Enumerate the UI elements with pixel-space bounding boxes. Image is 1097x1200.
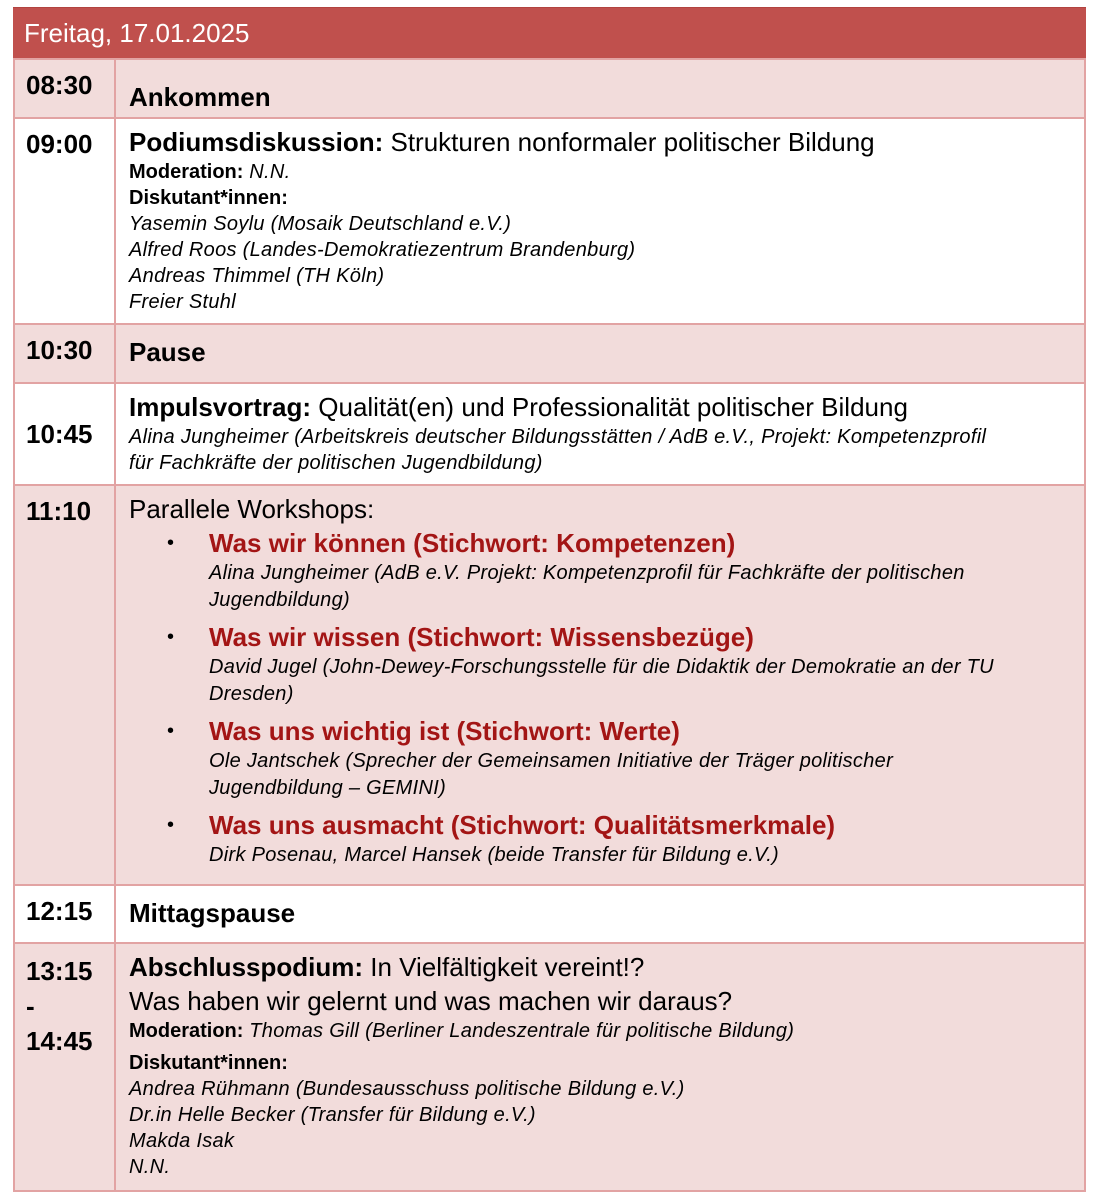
session-type-label: Impulsvortrag:: [129, 392, 312, 422]
agenda-page: [13, 7, 1086, 1192]
session-title: [129, 944, 1084, 984]
workshop-desc-line: David Jugel (John-Dewey-Forschungsstelle für die Didaktik der Demokratie an der TU: [209, 656, 994, 678]
agenda-row-closing: [14, 943, 1085, 1191]
workshop-item: [129, 526, 1084, 620]
session-topic: Qualität(en) und Professionalität politischer Bildung: [311, 392, 908, 422]
session-topic: In Vielfältigkeit vereint!?: [363, 952, 645, 982]
session-title: Mittagspause: [129, 898, 296, 928]
moderation-label: Moderation:: [129, 1020, 244, 1042]
workshop-desc-line: Alina Jungheimer (AdB e.V. Projekt: Kompetenzprofil für Fachkräfte der politischen: [209, 562, 965, 584]
session-subtitle: Was haben wir gelernt und was machen wir daraus?: [129, 986, 733, 1016]
time-cell: 10:30: [14, 324, 115, 383]
moderation-value: Thomas Gill (Berliner Landeszentrale für politische Bildung): [243, 1020, 795, 1042]
bullet-icon: •: [167, 626, 175, 648]
agenda-row-arrival: [14, 59, 1085, 118]
time-end: 14:45: [26, 1026, 93, 1056]
session-topic: Strukturen nonformaler politischer Bildung: [383, 127, 875, 157]
discussants-label: Diskutant*innen:: [129, 187, 288, 209]
session-type-label: Abschlusspodium:: [129, 952, 364, 982]
workshop-desc-line: Dirk Posenau, Marcel Hansek (beide Transfer für Bildung e.V.): [209, 844, 780, 866]
discussants-label: Diskutant*innen:: [129, 1052, 288, 1074]
time-cell: 12:15: [14, 885, 115, 943]
workshop-item: [129, 620, 1084, 714]
session-title: [129, 384, 1084, 424]
workshop-desc: [209, 654, 1084, 714]
agenda-row-workshops: [14, 485, 1085, 885]
session-title: Ankommen: [129, 82, 271, 112]
agenda-row-panel: [14, 118, 1085, 324]
session-title: Pause: [129, 337, 206, 367]
time-cell: 11:10: [14, 485, 115, 885]
discussant-item: Andreas Thimmel (TH Köln): [129, 265, 385, 287]
workshop-desc-line: Dresden): [209, 683, 294, 705]
speaker-line: für Fachkräfte der politischen Jugendbildung): [129, 452, 543, 474]
workshop-desc-line: Jugendbildung – GEMINI): [209, 777, 447, 799]
workshop-list: [129, 526, 1084, 875]
moderation-value: N.N.: [243, 161, 291, 183]
day-header: Freitag, 17.01.2025: [13, 7, 1086, 58]
discussant-item: N.N.: [129, 1156, 171, 1178]
agenda-table: [13, 58, 1086, 1192]
speaker-line: Alina Jungheimer (Arbeitskreis deutscher Bildungsstätten / AdB e.V., Projekt: Kompetenzprofil: [129, 426, 987, 448]
workshop-desc-line: Jugendbildung): [209, 589, 350, 611]
discussant-item: Freier Stuhl: [129, 291, 236, 313]
workshop-desc: [209, 842, 1084, 875]
discussant-item: Dr.in Helle Becker (Transfer für Bildung e.V.): [129, 1104, 536, 1126]
workshop-title: Was uns ausmacht (Stichwort: Qualitätsmerkmale): [209, 810, 836, 840]
discussant-item: Alfred Roos (Landes-Demokratiezentrum Brandenburg): [129, 239, 636, 261]
discussant-item: Andrea Rühmann (Bundesausschuss politische Bildung e.V.): [129, 1078, 685, 1100]
session-type-label: Podiumsdiskussion:: [129, 127, 384, 157]
workshop-title: Was wir können (Stichwort: Kompetenzen): [209, 528, 736, 558]
workshop-title: Was uns wichtig ist (Stichwort: Werte): [209, 716, 680, 746]
workshop-item: [129, 714, 1084, 808]
workshop-title: Was wir wissen (Stichwort: Wissensbezüge): [209, 622, 754, 652]
moderation-line: [129, 1018, 1084, 1044]
bullet-icon: •: [167, 814, 175, 836]
time-cell: [14, 943, 115, 1191]
time-cell: 08:30: [14, 59, 115, 118]
time-separator: -: [26, 991, 35, 1021]
bullet-icon: •: [167, 720, 175, 742]
workshop-desc-line: Ole Jantschek (Sprecher der Gemeinsamen Initiative der Träger politischer: [209, 750, 894, 772]
session-title: [129, 119, 1084, 159]
time-cell: 09:00: [14, 118, 115, 324]
moderation-line: [129, 159, 1084, 185]
agenda-row-break: [14, 324, 1085, 383]
moderation-label: Moderation:: [129, 161, 244, 183]
discussant-item: Yasemin Soylu (Mosaik Deutschland e.V.): [129, 213, 512, 235]
workshop-desc: [209, 748, 1084, 808]
bullet-icon: •: [167, 532, 175, 554]
time-cell: 10:45: [14, 383, 115, 485]
agenda-row-keynote: [14, 383, 1085, 485]
discussant-item: Makda Isak: [129, 1130, 235, 1152]
workshop-desc: [209, 560, 1084, 620]
agenda-row-lunch: [14, 885, 1085, 943]
workshop-item: [129, 808, 1084, 875]
time-start: 13:15: [26, 956, 93, 986]
session-title: Parallele Workshops:: [129, 494, 375, 524]
